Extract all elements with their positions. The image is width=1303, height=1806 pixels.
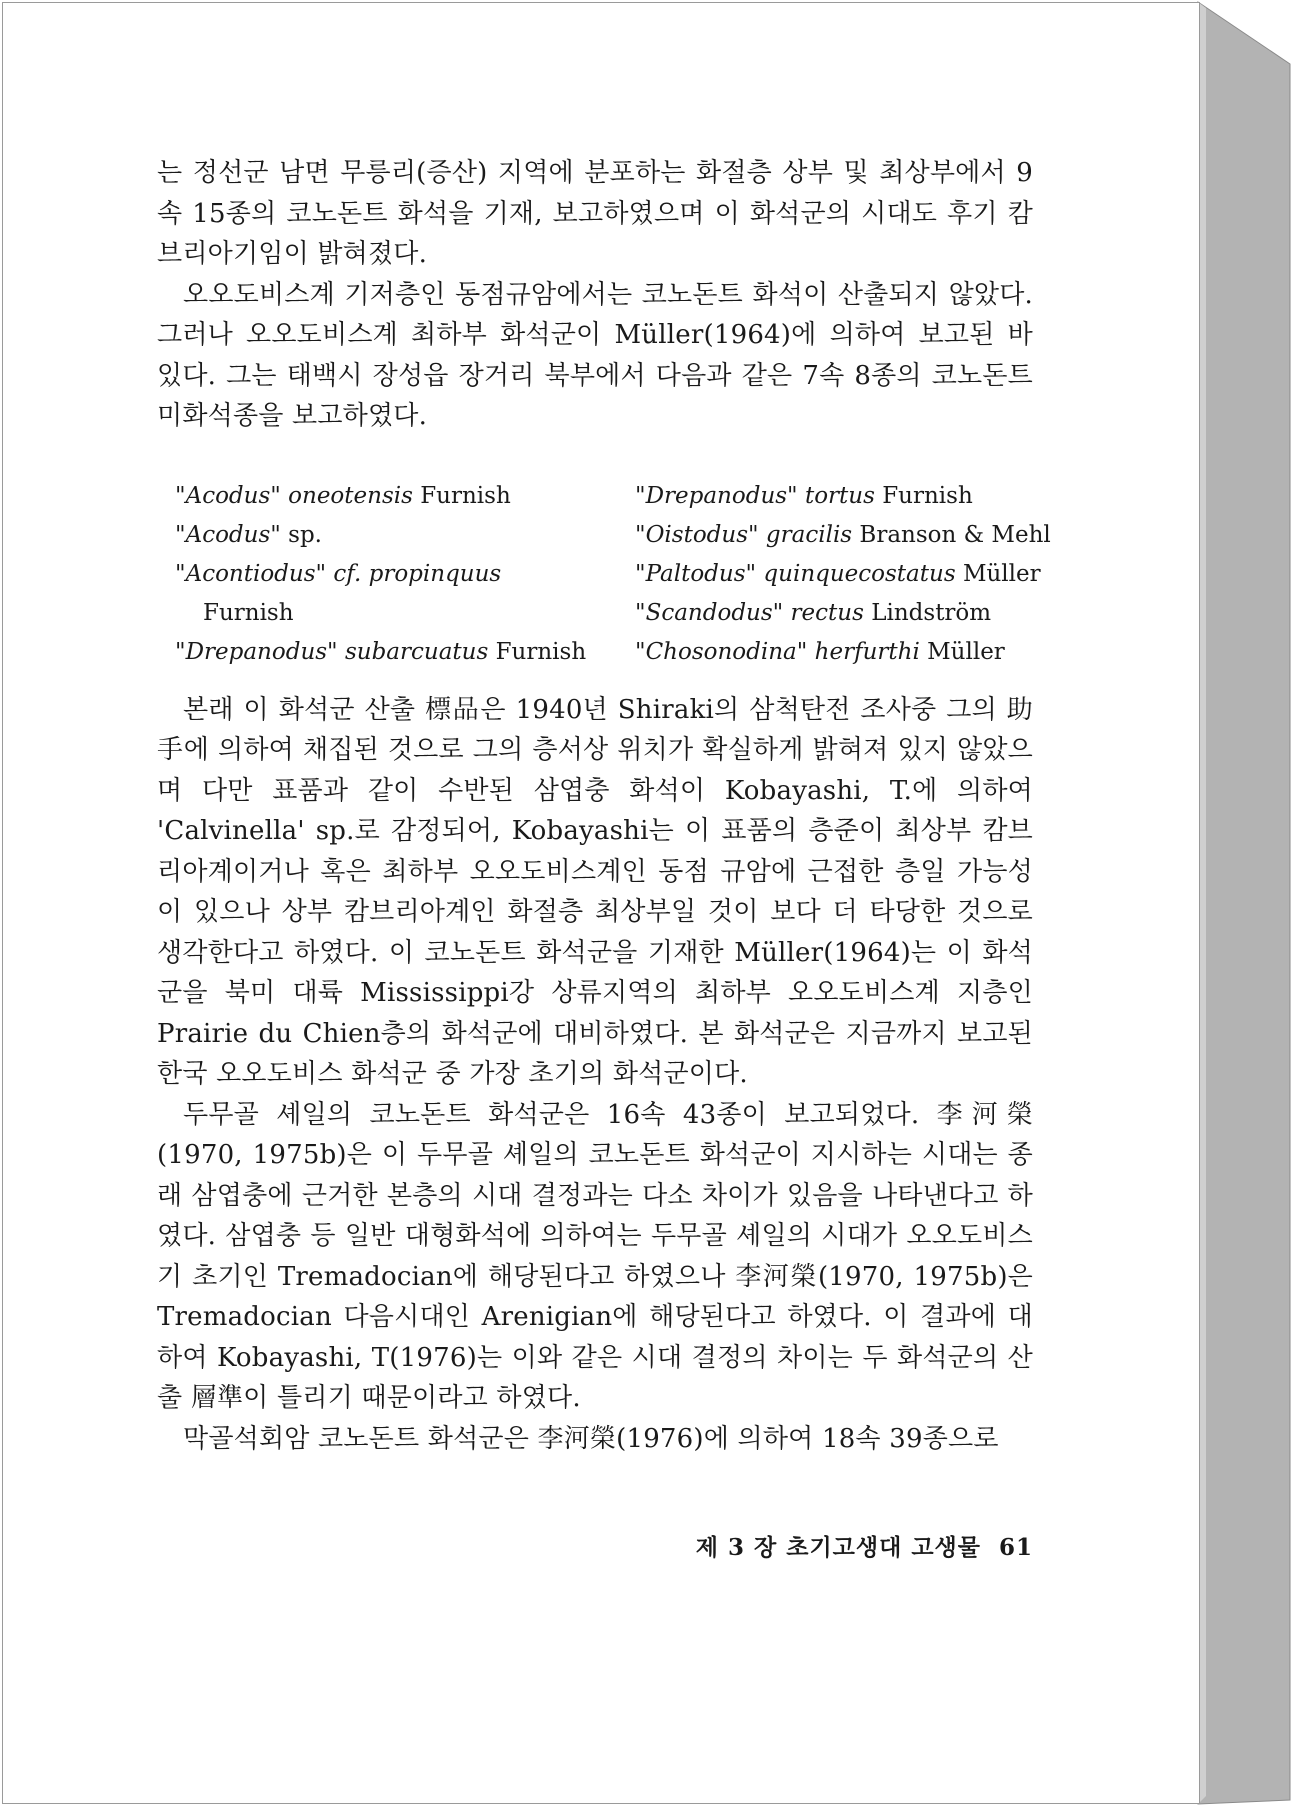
paragraph: 오오도비스계 기저층인 동점규암에서는 코노돈트 화석이 산출되지 않았다. 그러나 오오도비스계 최하부 화석군이 Müller(1964)에 의하여 보고된 바 있다. 그는 태백시 장성읍 장거리 북부에서 다음과 같은 7속 8종의 코노돈트 미화석종을 보고하였다. — [157, 279, 1033, 431]
genus-name: "Drepanodus" — [635, 482, 798, 509]
top-paragraphs — [157, 153, 1033, 437]
genus-name: "Acodus" — [175, 521, 281, 548]
species-name: quinquecostatus — [763, 560, 956, 587]
author-name: Furnish — [495, 638, 587, 665]
paragraph: 는 정선군 남면 무릉리(증산) 지역에 분포하는 화절층 상부 및 최상부에서 9속 15종의 코노돈트 화석을 기재, 보고하였으며 이 화석군의 시대도 후기 캄브리아기임이 밝혀졌다. — [157, 158, 1033, 269]
species-entry — [175, 555, 635, 594]
species-entry — [635, 633, 1055, 672]
author-name: Furnish — [203, 599, 294, 626]
species-name: oneotensis — [288, 482, 413, 509]
running-footer — [653, 1529, 1033, 1562]
author-name: Furnish — [420, 482, 511, 509]
species-entry — [635, 594, 1055, 633]
paragraph: 본래 이 화석군 산출 標品은 1940년 Shiraki의 삼척탄전 조사중 그의 助手에 의하여 채집된 것으로 그의 층서상 위치가 확실하게 밝혀져 있지 않았으며 다만 표품과 같이 수반된 삼엽충 화석이 Kobayashi, T.에 의하여 'Calvinella' sp.로 감정되어, Kobayashi는 이 표품의 층준이 최상부 캄브리아계이거나 혹은 최하부 오오도비스계인 동점 규암에 근접한 층일 가능성이 있으나 상부 캄브리아계인 화절층 최상부일 것이 보다 더 타당한 것으로 생각한다고 하였다. 이 코노돈트 화석군을 기재한 Müller(1964)는 이 화석군을 북미 대륙 Mississippi강 상류지역의 최하부 오오도비스계 지층인 Prairie du Chien층의 화석군에 대비하였다. 본 화석군은 지금까지 보고된 한국 오오도비스 화석군 중 가장 초기의 화석군이다. — [157, 694, 1033, 1089]
species-name: herfurthi — [814, 638, 920, 665]
paragraph: 막골석회암 코노돈트 화석군은 李河榮(1976)에 의하여 18속 39종으로 — [183, 1423, 999, 1454]
genus-name: "Scandodus" — [635, 599, 784, 626]
species-entry — [635, 555, 1055, 594]
species-name: rectus — [790, 599, 864, 626]
species-column-left — [175, 477, 635, 672]
species-name: cf. propinquus — [333, 560, 502, 587]
paragraph: 두무골 셰일의 코노돈트 화석군은 16속 43종이 보고되었다. 李河榮(1970, 1975b)은 이 두무골 셰일의 코노돈트 화석군이 지시하는 시대는 종래 삼엽충에 근거한 본층의 시대 결정과는 다소 차이가 있음을 나타낸다고 하였다. 삼엽충 등 일반 대형화석에 의하여는 두무골 셰일의 시대가 오오도비스기 초기인 Tremadocian에 해당된다고 하였으나 李河榮(1970, 1975b)은 Tremadocian 다음시대인 Arenigian에 해당된다고 하였다. 이 결과에 대하여 Kobayashi, T(1976)는 이와 같은 시대 결정의 차이는 두 화석군의 산출 層準이 틀리기 때문이라고 하였다. — [157, 1099, 1033, 1413]
species-entry — [175, 633, 635, 672]
author-name: Lindström — [871, 599, 992, 626]
species-name: tortus — [804, 482, 875, 509]
genus-name: "Acodus" — [175, 482, 281, 509]
species-name: gracilis — [765, 521, 853, 548]
species-entry-continuation — [175, 594, 635, 633]
genus-name: "Oistodus" — [635, 521, 759, 548]
species-column-right — [635, 477, 1055, 672]
author-name: Müller — [927, 638, 1005, 665]
species-entry — [635, 477, 1055, 516]
species-name: subarcuatus — [344, 638, 489, 665]
author-name: Furnish — [882, 482, 973, 509]
chapter-title: 제 3 장 초기고생대 고생물 — [695, 1534, 981, 1561]
author-name: sp. — [288, 521, 322, 548]
genus-name: "Paltodus" — [635, 560, 757, 587]
genus-name: "Acontiodus" — [175, 560, 327, 587]
page-number: 61 — [998, 1534, 1033, 1561]
species-entry — [175, 477, 635, 516]
species-entry — [635, 516, 1055, 555]
page-content — [157, 153, 1051, 1459]
author-name: Müller — [962, 560, 1041, 587]
document-page — [2, 2, 1200, 1804]
genus-name: "Chosonodina" — [635, 638, 808, 665]
bottom-paragraphs — [157, 690, 1033, 1460]
author-name: Branson & Mehl — [859, 521, 1051, 548]
species-entry — [175, 516, 635, 555]
species-list — [175, 477, 1051, 672]
genus-name: "Drepanodus" — [175, 638, 338, 665]
